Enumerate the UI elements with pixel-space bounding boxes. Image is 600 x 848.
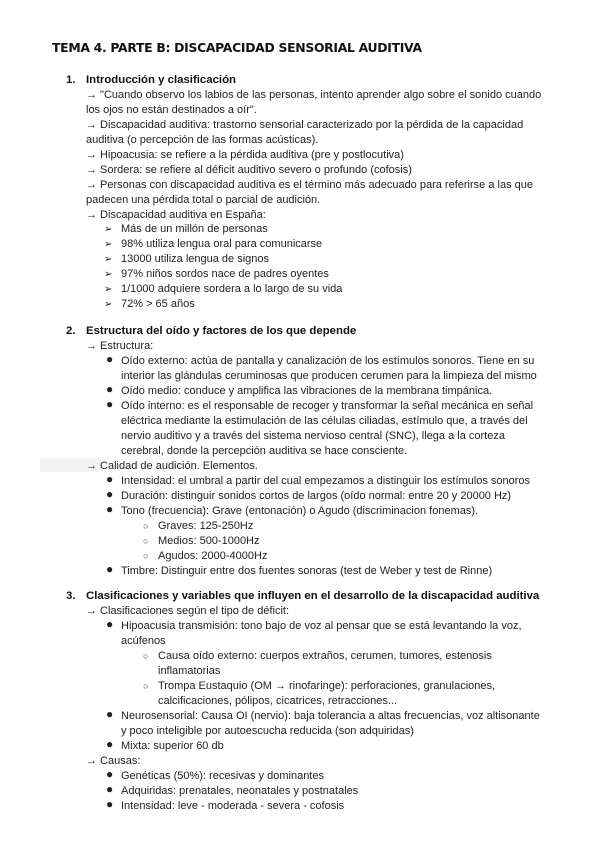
section-3-heading: [66, 590, 539, 602]
bullet-dot-icon: ●: [106, 382, 114, 396]
list-item: Genéticas (50%): recesivas y dominantes: [121, 770, 324, 782]
bullet-dot-icon: ●: [106, 707, 114, 721]
arrowhead-bullet-icon: ➢: [104, 254, 113, 265]
text-line: cerebral, donde la percepción auditiva se hace consciente.: [121, 445, 408, 457]
section-title: Introducción y clasificación: [86, 74, 237, 86]
list-item: Mixta: superior 60 db: [121, 740, 224, 752]
list-item: Tono (frecuencia): Grave (entonación) o Agudo (discriminacion fonemas).: [121, 505, 479, 517]
section-1-heading: [66, 74, 236, 86]
list-item: Intensidad: el umbral a partir del cual empezamos a distinguir los estímulos sonoros: [121, 475, 531, 487]
text-line: → Estructura:: [86, 340, 154, 352]
section-2-heading: [66, 325, 356, 337]
bullet-circle-icon: ○: [143, 536, 149, 546]
bullet-dot-icon: ●: [106, 502, 114, 516]
text-line: Oído medio: conduce y amplifica las vibraciones de la membrana timpánica.: [121, 385, 493, 397]
bullet-dot-icon: ●: [106, 617, 114, 631]
section-title: Clasificaciones y variables que influyen en el desarrollo de la discapacidad auditiva: [86, 590, 540, 602]
list-item: Agudos: 2000-4000Hz: [158, 550, 268, 562]
text-line: auditiva (o percepción de las formas acústicas).: [86, 134, 319, 146]
bullet-dot-icon: ●: [106, 397, 114, 411]
text-line: Hipoacusia transmisión: tono bajo de voz al pensar que se está levantando la voz,: [121, 620, 522, 632]
section-number: 3.: [66, 590, 76, 602]
text-line: → Calidad de audición. Elementos.: [86, 460, 258, 472]
text-line: calcificaciones, pólipos, cicatrices, retracciones...: [158, 695, 398, 707]
bullet-dot-icon: ●: [106, 797, 114, 811]
text-line: → Causas:: [86, 755, 141, 767]
bullet-circle-icon: ○: [143, 521, 149, 531]
section-title: Estructura del oído y factores de los que depende: [86, 325, 357, 337]
list-item: Medios: 500-1000Hz: [158, 535, 260, 547]
arrowhead-bullet-icon: ➢: [104, 299, 113, 310]
text-line: → Discapacidad auditiva en España:: [86, 209, 266, 221]
bullet-circle-icon: ○: [143, 651, 149, 661]
text-line: → Sordera: se refiere al déficit auditivo severo o profundo (cofosis): [86, 164, 412, 176]
text-line: interior las glándulas ceruminosas que producen cerumen para la limpieza del mismo: [121, 370, 537, 382]
bullet-circle-icon: ○: [143, 551, 149, 561]
text-line: acúfenos: [121, 635, 166, 647]
section-number: 1.: [66, 74, 76, 86]
text-line: → "Cuando observo los labios de las personas, intento aprender algo sobre el sonido cuando: [86, 89, 542, 101]
arrowhead-bullet-icon: ➢: [104, 284, 113, 295]
arrowhead-bullet-icon: ➢: [104, 224, 113, 235]
bullet-circle-icon: ○: [143, 681, 149, 691]
list-item: 98% utiliza lengua oral para comunicarse: [121, 238, 323, 250]
text-line: → Discapacidad auditiva: trastorno sensorial caracterizado por la pérdida de la capacidad: [86, 119, 524, 131]
text-line: los ojos no están destinados a oír".: [86, 104, 257, 116]
bullet-dot-icon: ●: [106, 352, 114, 366]
list-item: Graves: 125-250Hz: [158, 520, 254, 532]
bullet-dot-icon: ●: [106, 782, 114, 796]
bullet-dot-icon: ●: [106, 487, 114, 501]
list-item: Duración: distinguir sonidos cortos de largos (oído normal: entre 20 y 20000 Hz): [121, 490, 512, 502]
document-title: TEMA 4. PARTE B: DISCAPACIDAD SENSORIAL AUDITIVA: [52, 40, 422, 55]
list-item: 1/1000 adquiere sordera a lo largo de su vida: [121, 283, 343, 295]
list-item: 13000 utiliza lengua de signos: [121, 253, 270, 265]
bullet-dot-icon: ●: [106, 472, 114, 486]
list-item: Timbre: Distinguir entre dos fuentes sonoras (test de Weber y test de Rinne): [121, 565, 493, 577]
list-item: Adquiridas: prenatales, neonatales y postnatales: [121, 785, 359, 797]
list-item: Más de un millón de personas: [121, 223, 268, 235]
text-line: → Clasificaciones según el tipo de déficit:: [86, 605, 289, 617]
text-line: → Hipoacusia: se refiere a la pérdida auditiva (pre y postlocutiva): [86, 149, 404, 161]
text-line: padecen una pérdida total o parcial de audición.: [86, 194, 321, 206]
text-line: eléctrica mediante la estimulación de las células ciliadas, estímulo que, a través del: [121, 415, 528, 427]
list-item: 97% niños sordos nace de padres oyentes: [121, 268, 329, 280]
text-line: Oído interno: es el responsable de recoger y transformar la señal mecánica en señal: [121, 400, 534, 412]
text-line: Trompa Eustaquio (OM → rinofaringe): perforaciones, granulaciones,: [158, 680, 496, 692]
list-item: Intensidad: leve - moderada - severa - cofosis: [121, 800, 345, 812]
bullet-dot-icon: ●: [106, 737, 114, 751]
text-line: inflamatorias: [158, 665, 221, 677]
list-item: 72% > 65 años: [121, 298, 195, 310]
text-line: Neurosensorial: Causa OI (nervio): baja tolerancia a altas frecuencias, voz altisonante: [121, 710, 540, 722]
text-line: y poco inteligible por autoescucha reducida (son adquiridas): [121, 725, 414, 737]
section-number: 2.: [66, 325, 76, 337]
arrowhead-bullet-icon: ➢: [104, 269, 113, 280]
arrowhead-bullet-icon: ➢: [104, 239, 113, 250]
text-line: Causa oído externo: cuerpos extraños, cerumen, tumores, estenosis: [158, 650, 492, 662]
bullet-dot-icon: ●: [106, 767, 114, 781]
text-line: → Personas con discapacidad auditiva es el término más adecuado para referirse a las que: [86, 179, 533, 191]
bullet-dot-icon: ●: [106, 562, 114, 576]
text-line: Oído externo: actúa de pantalla y canalización de los estímulos sonoros. Tiene en su: [121, 355, 535, 367]
text-line: nervio auditivo y a través del sistema nervioso central (SNC), llega a la corteza: [121, 430, 505, 442]
